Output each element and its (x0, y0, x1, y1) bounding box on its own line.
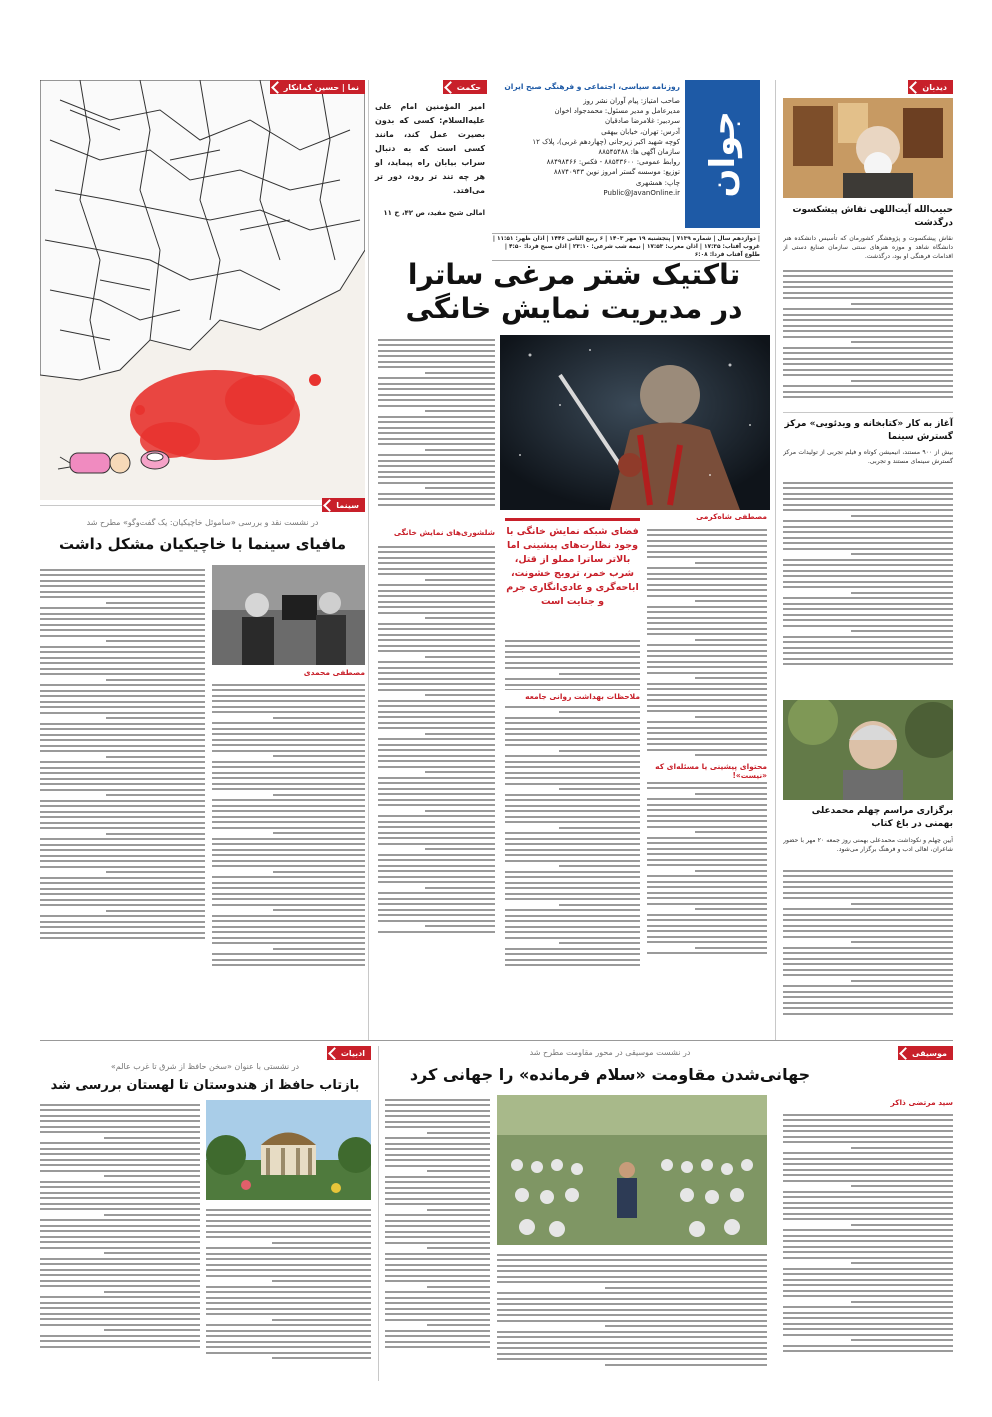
hekmat-text: امیر المؤمنین امام علی علیه‌السلام: کسی که بدون بصیرت عمل کند، مانند کسی است که به دنبال سراب بیابان راه پیماید، او هر چه تند تر رود، دور تر می‌افتد. (375, 102, 485, 195)
text-lines (783, 1114, 953, 1353)
salam-farmandeh-photo (497, 1095, 767, 1245)
adabiat-col-2 (40, 1100, 200, 1380)
cinema-col-1 (212, 680, 365, 1035)
cinema-col-2 (40, 565, 205, 1035)
text-lines (497, 1254, 767, 1366)
music-author: سید مرتضی ذاکر (890, 1098, 953, 1107)
khachikian-bw-image (212, 565, 365, 665)
text-lines (206, 1209, 371, 1360)
info-line: کوچه شهید اکبر زیرجانی (چهاردهم غربی)، پلاک ۱۲ (532, 137, 680, 146)
cinema-kicker: در نشست نقد و بررسی «ساموئل خاچیکیان: یک گفت‌وگو» مطرح شد (86, 518, 319, 527)
masthead-tagline: روزنامه سیاسی، اجتماعی و فرهنگی صبح ایران (504, 82, 680, 91)
cinema-author: مصطفی محمدی (303, 668, 365, 677)
didban-tag-label: دیدبان (922, 82, 947, 92)
text-lines (783, 870, 953, 1015)
hekmat-tag-label: حکمت (456, 82, 481, 92)
text-lines (40, 1104, 200, 1348)
cinema-headline: مافیای سینما با خاچیکیان مشکل داشت (58, 535, 347, 553)
hafez-tomb-photo (206, 1100, 371, 1200)
main-headline-2: در مدیریت نمایش خانگی (405, 292, 743, 325)
music-col-2 (497, 1250, 767, 1380)
masthead (492, 80, 760, 258)
text-lines (647, 529, 767, 955)
text-lines (40, 569, 205, 940)
music-tag-label: موسیقی (912, 1048, 947, 1058)
hafez-tomb-image (206, 1100, 371, 1200)
main-headline-1: تاکتیک شتر مرغی ساترا (407, 258, 741, 291)
logo-text: جوان (702, 110, 743, 198)
main-story-photo (500, 335, 770, 510)
main-col-left (378, 335, 495, 525)
caricature-image (40, 80, 365, 500)
info-line: سردبیر: غلامرضا صادقیان (604, 117, 680, 126)
khachikian-photo (212, 565, 365, 665)
obit-text: نقاش پیشکسوت و پژوهشگر کشورمان که تأسیس دانشکده هنر دانشگاه شاهد و موزه هنرهای سنتی سازمان صنایع دستی از اقدامات فرهنگی او بود، درگذشت. (783, 235, 953, 260)
info-line: صاحب امتیاز: پیام آوران نشر روز (583, 97, 680, 105)
main-col-left-2 (378, 542, 495, 1036)
caricature-tag-label: نما | حسین کمانکار (283, 82, 359, 92)
adabiat-kicker: در نشستی با عنوان «سخن حافظ از شرق تا غرب عالم» (110, 1062, 300, 1071)
issue-line: | دوازدهم سال | شماره ۷۱۳۹ | پنجشنبه ۱۹ مهر ۱۴۰۳ | ۶ ربیع الثانی ۱۴۴۶ | اذان ظهر: ۱۱:۵۱ | غروب آفتاب: ۱۷:۳۵ | اذان مغرب: ۱۷:۵۳ | نیمه شب شرعی: ۲۳:۱۰ | اذان صبح فردا: ۴:۵۰ | طلوع آفتاب فردا: ۶:۰۸ (492, 233, 760, 261)
masthead-info (495, 96, 680, 198)
obit-title: حبیب‌الله آیت‌اللهی نقاش پیشکسوت درگذشت (792, 205, 953, 228)
masthead-logo (685, 80, 760, 228)
info-line: Public@JavanOnline.ir (603, 188, 680, 197)
text-lines (783, 482, 953, 666)
info-line: سازمان آگهی ها: ۸۸۵۴۵۴۸۸ (598, 148, 680, 157)
bahmani-portrait (783, 700, 953, 800)
hekmat-source: امالی شیخ مفید، ص ۴۲، ح ۱۱ (383, 209, 485, 217)
text-lines (378, 546, 495, 933)
cinema-center-text: بیش از ۹۰۰ مستند، انیمیشن کوتاه و فیلم تجربی از تولیدات مرکز گسترش سینمای مستند و تجربی. (783, 449, 953, 465)
music-tag (898, 1046, 953, 1060)
music-kicker: در نشست موسیقی در محور مقاومت مطرح شد (529, 1048, 691, 1057)
bahmani-text: آیین چهلم و نکوداشت محمدعلی بهمنی روز جمعه ۲۰ مهر با حضور شاعران، اهالی ادب و فرهنگ برگزار می‌شود. (783, 837, 953, 853)
caricature-drawing (40, 80, 365, 500)
text-lines (378, 339, 495, 506)
cinema-center-title: آغاز به کار «کتابخانه و ویدئویی» مرکز گسترش سینما (784, 419, 953, 442)
main-subhead-1: ملاحظات بهداشت روانی جامعه (505, 690, 640, 703)
hekmat-box (372, 80, 487, 230)
info-line: چاپ: همشهری (635, 178, 680, 187)
bahmani-title: برگزاری مراسم چهلم محمدعلی بهمنی در باغ کتاب (811, 806, 953, 829)
cinema-tag-label: سینما (336, 500, 359, 510)
text-lines (385, 1099, 490, 1349)
text-lines (212, 684, 365, 967)
text-lines (505, 640, 640, 967)
caricature-tag (270, 80, 365, 94)
info-line: مدیرعامل و مدیر مسئول: محمدجواد اخوان (554, 107, 680, 116)
ayatollahi-portrait (783, 98, 953, 198)
cinema-center-body (783, 478, 953, 688)
adabiat-headline: بازتاب حافظ از هندوستان تا لهستان بررسی شد (50, 1078, 360, 1093)
main-story-image (500, 335, 770, 510)
adabiat-tag (327, 1046, 371, 1060)
main-author: مصطفی شاه‌کرمی (696, 512, 767, 521)
crowd-image (497, 1095, 767, 1245)
bahmani-body (783, 866, 953, 1034)
music-headline: جهانی‌شدن مقاومت «سلام فرمانده» را جهانی کرد (409, 1065, 811, 1084)
info-line: روابط عمومی: ۸۸۵۴۳۶۰۰ - فکس: ۸۸۴۹۸۴۶۶ (546, 158, 680, 167)
main-subhead-3: محتوای پیشینی یا مسئله‌ای که «نیست»! (647, 760, 767, 782)
didban-tag (908, 80, 953, 94)
music-col-3 (385, 1095, 490, 1380)
info-line: توزیع: موسسه گستر امروز نوین ۸۸۷۴۰۹۴۳ (553, 168, 680, 177)
main-pull-quote (505, 518, 640, 630)
music-col-1 (783, 1110, 953, 1380)
bahmani-photo (783, 700, 953, 800)
didban-column (783, 80, 953, 830)
hekmat-tag (443, 80, 487, 94)
adabiat-col-1 (206, 1205, 371, 1380)
text-lines (783, 270, 953, 399)
pull-quote-text: فضای شبکه نمایش خانگی با وجود نظارت‌های پیشینی اما بالاتر ساترا مملو از قتل، شرب خمر، ترویج خشونت، ابا‌حه‌گری و عادی‌انگاری جرم و جنایت است (506, 526, 639, 607)
ayatollahi-photo (783, 98, 953, 198)
cinema-tag (322, 498, 365, 512)
adabiat-tag-label: ادبیات (340, 1048, 365, 1058)
main-subhead-2: شلشوری‌های نمایش خانگی (378, 528, 495, 537)
obit-body (783, 266, 953, 406)
info-line: آدرس: تهران، خیابان بیهقی (601, 127, 680, 136)
